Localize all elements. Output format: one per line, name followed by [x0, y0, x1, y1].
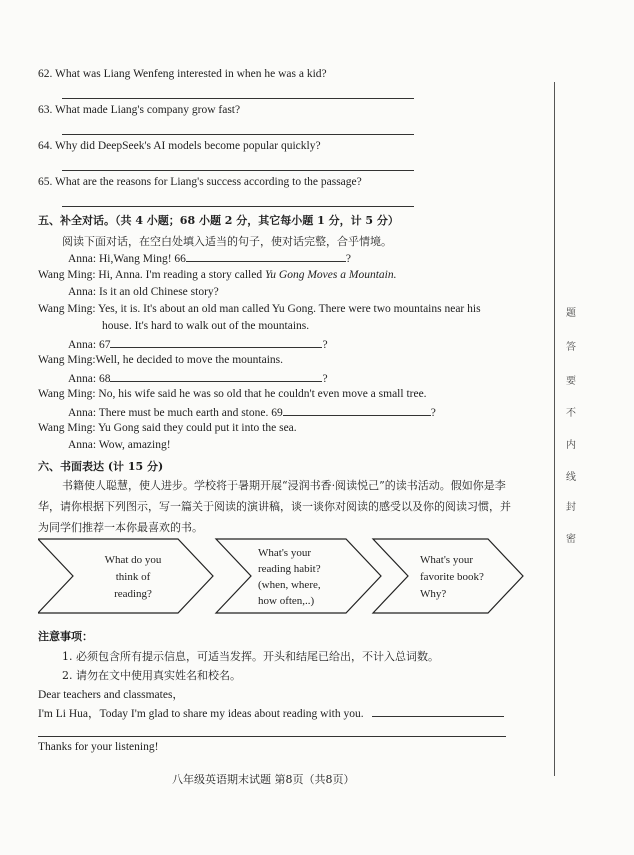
- speaker: Anna:: [68, 339, 97, 351]
- answer-line-64[interactable]: [62, 170, 414, 171]
- question-64: 64. Why did DeepSeek's AI models become popular quickly?: [38, 140, 321, 152]
- section5-title: 五、补全对话。（共 4 小题；68 小题 2 分，其它每小题 1 分，计 5 分）: [38, 214, 399, 227]
- arrow3-line3: Why?: [420, 588, 447, 600]
- story-title: Yu Gong Moves a Mountain.: [264, 269, 397, 281]
- speaker: Wang Ming:: [38, 303, 96, 315]
- dialogue-line-9: [68, 405, 436, 419]
- dialogue-line-10: [38, 422, 297, 434]
- dialogue-text: 67: [98, 339, 111, 351]
- note-1: 1. 必须包含所有提示信息，可适当发挥。开头和结尾已给出，不计入总词数。: [62, 650, 439, 663]
- speaker: Wang Ming:: [38, 388, 96, 400]
- question-62: 62. What was Liang Wenfeng interested in when he was a kid?: [38, 68, 327, 80]
- speaker: Wang Ming:: [38, 269, 96, 281]
- dialogue-text: Hi,Wang Ming! 66: [98, 253, 186, 265]
- writing-line-1[interactable]: [372, 716, 504, 717]
- opening-line-1: Dear teachers and classmates，: [38, 689, 184, 701]
- notes-title: 注意事项：: [38, 630, 93, 643]
- speaker: Anna:: [68, 373, 97, 385]
- binding-margin-line: [554, 82, 555, 776]
- dialogue-line-5: [68, 337, 328, 351]
- dialogue-line-4-cont: house. It's hard to walk out of the mountains.: [102, 320, 310, 332]
- dialogue-line-6: [38, 354, 283, 366]
- dialogue-text: No, his wife said he was so old that he couldn't even move a small tree.: [98, 388, 427, 400]
- dialogue-line-4: [38, 303, 481, 315]
- speaker: Wang Ming:: [38, 354, 96, 366]
- blank-68[interactable]: [110, 371, 322, 382]
- punct: ?: [430, 407, 436, 419]
- dialogue-line-11: [68, 439, 171, 451]
- blank-67[interactable]: [110, 337, 322, 348]
- arrow1-line1: What do you: [104, 554, 162, 566]
- blank-66[interactable]: [186, 251, 346, 262]
- speaker: Anna:: [68, 286, 97, 298]
- dialogue-line-1: [68, 251, 351, 265]
- seal-char-2: 答: [566, 342, 576, 353]
- speaker: Anna:: [68, 407, 97, 419]
- dialogue-line-8: [38, 388, 427, 400]
- seal-char-4: 不: [566, 408, 576, 419]
- prompt-arrows: [38, 536, 528, 616]
- closing-line: Thanks for your listening!: [38, 741, 159, 753]
- section6-title: 六、书面表达 (计 15 分): [38, 460, 164, 473]
- answer-line-62[interactable]: [62, 98, 414, 99]
- seal-char-7: 封: [566, 502, 576, 513]
- arrow2-line2: reading habit?: [258, 563, 321, 575]
- answer-line-63[interactable]: [62, 134, 414, 135]
- note-2: 2. 请勿在文中使用真实姓名和校名。: [62, 669, 241, 682]
- arrow3-line2: favorite book?: [420, 571, 484, 583]
- arrow3-line1: What's your: [420, 554, 473, 566]
- dialogue-line-2: [38, 269, 396, 281]
- seal-char-3: 要: [566, 376, 576, 387]
- seal-char-6: 线: [566, 472, 576, 483]
- opening-line-2: I'm Li Hua，Today I'm glad to share my ideas about reading with you.: [38, 708, 364, 720]
- punct: ?: [322, 339, 328, 351]
- arrow2-line4: how often,..): [258, 595, 315, 607]
- answer-line-65[interactable]: [62, 206, 414, 207]
- arrow1-line2: think of: [115, 571, 151, 583]
- punct: ?: [345, 253, 352, 265]
- dialogue-text: Is it an old Chinese story?: [98, 286, 219, 298]
- seal-char-8: 密: [566, 534, 576, 545]
- question-63: 63. What made Liang's company grow fast?: [38, 104, 241, 116]
- blank-69[interactable]: [283, 405, 431, 416]
- dialogue-text: Yu Gong said they could put it into the sea.: [97, 422, 297, 434]
- question-65: 65. What are the reasons for Liang's success according to the passage?: [38, 176, 362, 188]
- dialogue-text: There must be much earth and stone. 69: [98, 407, 283, 419]
- speaker: Anna:: [68, 439, 97, 451]
- dialogue-text: Hi, Anna. I'm reading a story called: [98, 269, 263, 281]
- dialogue-text: 68: [98, 373, 111, 385]
- seal-char-5: 内: [566, 440, 576, 451]
- arrow1-line3: reading?: [114, 588, 152, 600]
- dialogue-line-7: [68, 371, 328, 385]
- seal-char-1: 题: [566, 308, 576, 319]
- punct: ?: [322, 373, 328, 385]
- speaker: Wang Ming:: [38, 422, 96, 434]
- page-footer: 八年级英语期末试题 第8页（共8页）: [172, 773, 355, 786]
- dialogue-text: Wow, amazing!: [98, 439, 171, 451]
- section6-prompt: 书籍使人聪慧，使人进步。学校将于暑期开展“浸润书香·阅读悦己”的读书活动。假如你是李华，请你根据下列图示，写一篇关于阅读的演讲稿，谈一谈你对阅读的感受以及你的阅读习惯，并为同学们推荐一本你最喜欢的书。: [38, 479, 511, 534]
- dialogue-text: Yes, it is. It's about an old man called Yu Gong. There were two mountains near his: [97, 303, 481, 315]
- section5-instruction: 阅读下面对话，在空白处填入适当的句子，使对话完整，合乎情境。: [62, 235, 392, 248]
- writing-line-2[interactable]: [38, 736, 506, 737]
- arrow2-line1: What's your: [258, 547, 311, 559]
- dialogue-text: Well, he decided to move the mountains.: [95, 354, 284, 366]
- arrow2-line3: (when, where,: [258, 579, 321, 591]
- speaker: Anna:: [68, 253, 97, 265]
- dialogue-line-3: [68, 286, 219, 298]
